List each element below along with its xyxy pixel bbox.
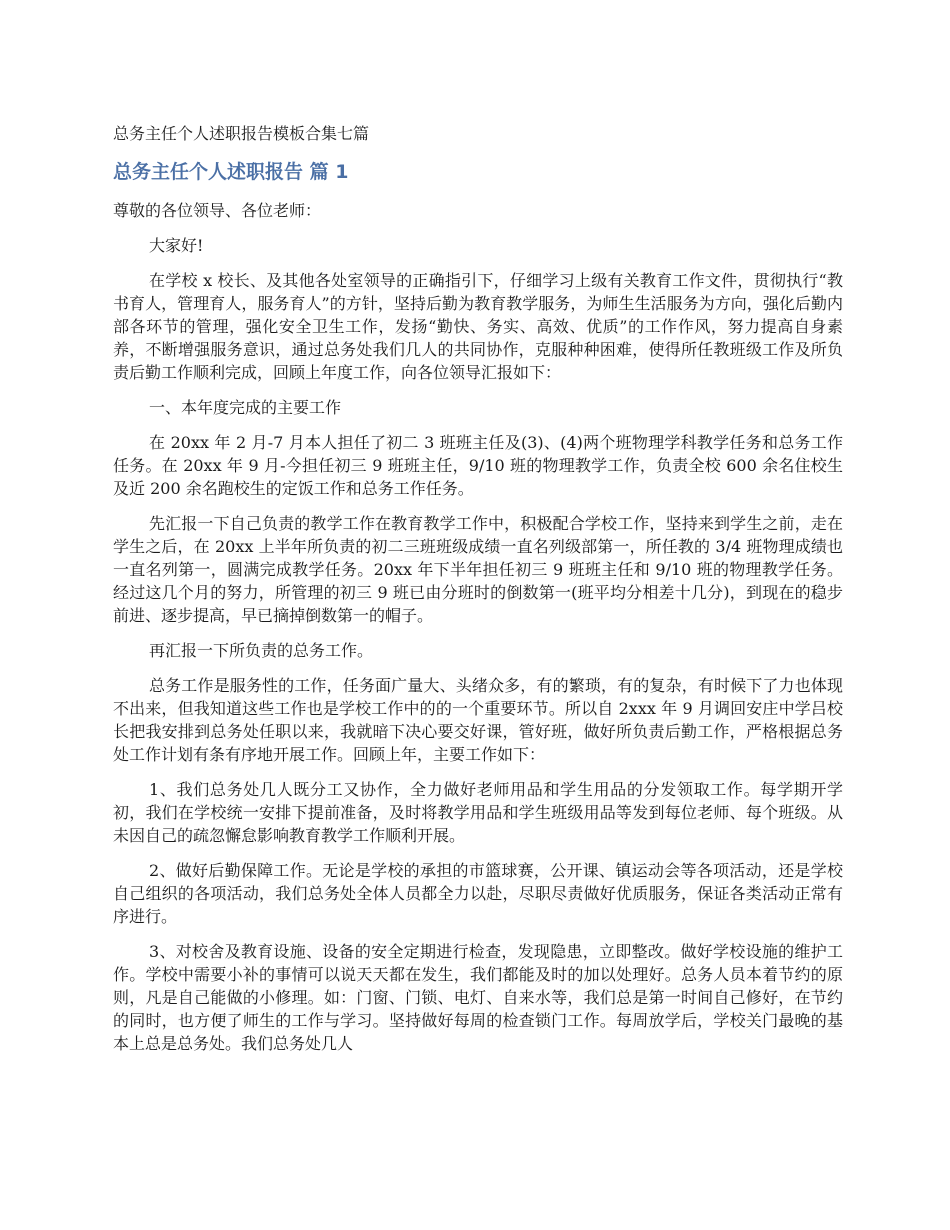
paragraph-duties: 在 20xx 年 2 月-7 月本人担任了初二 3 班班主任及(3)、(4)两个班物理学科教学任务和总务工作任务。在 20xx 年 9 月-今担任初三 9 班班主任，9/10 班的物理教学工作，负责全校 600 余名住校生及近 200 余名跑校生的定饭工作和总务工作任务。 — [113, 433, 843, 498]
paragraph-intro: 在学校 x 校长、及其他各处室领导的正确指引下，仔细学习上级有关教育工作文件，贯彻执行“教书育人，管理育人，服务育人”的方针，坚持后勤为教育教学服务，为师生生活服务为方向，强化后勤内部各环节的管理，强化安全卫生工作，发扬“勤快、务实、高效、优质”的工作作风，努力提高自身素养，不断增强服务意识，通过总务处我们几人的共同协作，克服种种困难，使得所任教班级工作及所负责后勤工作顺利完成，回顾上年度工作，向各位领导汇报如下： — [113, 271, 843, 382]
paragraph-item-3: 3、对校舍及教育设施、设备的安全定期进行检查，发现隐患，立即整改。做好学校设施的维护工作。学校中需要小补的事情可以说天天都在发生，我们都能及时的加以处理好。总务人员本着节约的原则，凡是自己能做的小修理。如：门窗、门锁、电灯、自来水等，我们总是第一时间自己修好，在节约的同时，也方便了师生的工作与学习。坚持做好每周的检查锁门工作。每周放学后，学校关门最晚的基本上总是总务处。我们总务处几人 — [113, 942, 843, 1053]
document-page — [113, 122, 843, 1067]
section-heading: 总务主任个人述职报告 篇 1 — [113, 161, 349, 183]
paragraph-greeting: 大家好! — [149, 236, 204, 255]
salutation: 尊敬的各位领导、各位老师： — [113, 201, 322, 220]
paragraph-item-2: 2、做好后勤保障工作。无论是学校的承担的市篮球赛，公开课、镇运动会等各项活动，还是学校自己组织的各项活动，我们总务处全体人员都全力以赴，尽职尽责做好优质服务，保证各类活动正常有序进行。 — [113, 861, 843, 926]
paragraph-teaching: 先汇报一下自己负责的教学工作在教育教学工作中，积极配合学校工作，坚持来到学生之前，走在学生之后，在 20xx 上半年所负责的初二三班班级成绩一直名列级部第一，所任教的 3/4 班物理成绩也一直名列第一，圆满完成教学任务。20xx 年下半年担任初三 9 班班主任和 9/10 班的物理教学任务。经过这几个月的努力，所管理的初三 9 班已由分班时的倒数第一(班平均分相差十几分)，到现在的稳步前进、逐步提高，早已摘掉倒数第一的帽子。 — [113, 514, 843, 625]
paragraph-section-title: 一、本年度完成的主要工作 — [149, 398, 342, 417]
paragraph-item-1: 1、我们总务处几人既分工又协作，全力做好老师用品和学生用品的分发领取工作。每学期开学初，我们在学校统一安排下提前准备，及时将教学用品和学生班级用品等发到每位老师、每个班级。从未因自己的疏忽懈怠影响教育教学工作顺利开展。 — [113, 780, 843, 845]
paragraph-general-affairs: 总务工作是服务性的工作，任务面广量大、头绪众多，有的繁琐，有的复杂，有时候下了力也体现不出来，但我知道这些工作也是学校工作中的的一个重要环节。所以自 2xxx 年 9 月调回安庄中学吕校长把我安排到总务处任职以来，我就暗下决心要交好课，管好班，做好所负责后勤工作，严格根据总务处工作计划有条有序地开展工作。回顾上年，主要工作如下： — [113, 676, 843, 764]
document-title: 总务主任个人述职报告模板合集七篇 — [113, 124, 370, 143]
paragraph-general-affairs-intro: 再汇报一下所负责的总务工作。 — [149, 641, 374, 660]
